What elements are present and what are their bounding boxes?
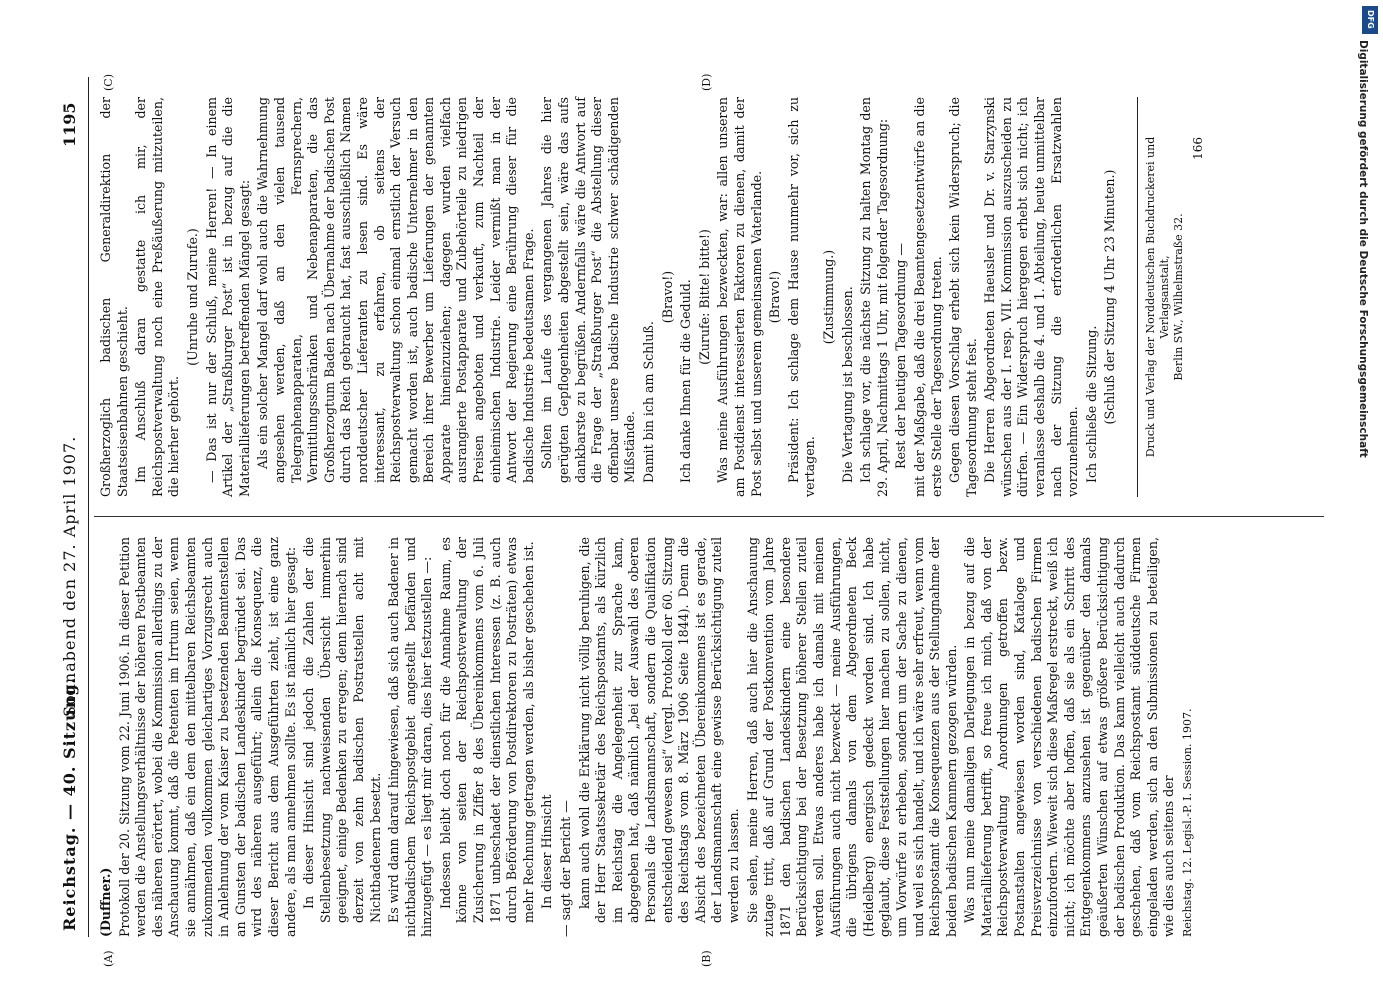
- paragraph: Sie sehen, meine Herren, daß auch hier die Anschauung zutage tritt, daß auf Grund der Postkonvention vom Jahre 1871 den badischen Landeskindern eine besondere Berücksichtigung bei der Besetzung höherer Stellen zuteil werden soll. Etwas anderes habe ich damals mit meinen Ausführungen auch nicht bezweckt — meine Ausführungen, die übrigens damals von dem Abgeordneten Beck (Heidelberg) energisch gedeckt worden sind. Ich habe geglaubt, diese Feststellungen hier machen zu sollen, nicht, um Vorwürfe zu erheben, sondern um der Sache zu dienen, und weil es sich handelt, und ich wäre sehr erfreut, wenn vom Reichspostamt die Konsequenzen aus der Stellungnahme der beiden badischen Kammern gezogen würden.: [744, 537, 959, 937]
- dfg-logo: [1362, 6, 1378, 34]
- paragraph: Was nun meine damaligen Darlegungen in bezug auf die Materiallieferung betrifft, so freue ich mich, daß von der Reichspostverwaltung Anordnungen getroffen bezw. Postanstalten angewiesen worden sind, Kataloge und Preisverzeichnisse von verschiedenen badischen Firmen einzufordern. Wieweit sich diese Maßregel erstreckt, weiß ich nicht; ich möchte aber hoffen, daß sie als ein Schritt des Entgegenkommens anzusehen ist gegenüber den damals geäußerten Wünschen auf etwas größere Berücksichtigung der badischen Produktion. Das kann vielleicht auch dadurch geschehen, daß vom Reichspostamt süddeutsche Firmen eingeladen werden, sich an den Submissionen zu beteiligen, wie dies auch seitens der: [962, 537, 1177, 937]
- paragraph: Protokoll der 20. Sitzung vom 22. Juni 1906. In dieser Petition werden die Anstellungsverhältnisse der höheren Postbeamten des näheren erörtert, wobei die Kommission allerdings zu der Anschauung kommt, daß die Petenten im Irrtum seien, wenn sie annähmen, daß ein dem den mittelbaren Reichsbeamten zukommenden vollkommen gleichartiges Vorzugsrecht auch in Anlehnung der vom Kaiser zu besetzenden Beamtenstellen an Gunsten der badischen Landeskinder begründet sei. Das wird des näheren ausgeführt; allein die Konsequenz, die dieser Bericht aus dem Ausgeführten zieht, ist eine ganz andere, als man annehmen sollte. Es ist nämlich hier gesagt:: [116, 537, 298, 937]
- right-column: [98, 97, 1207, 497]
- paragraph: Großherzoglich badischen Generaldirektion der Staatseisenbahnen geschieht.: [98, 97, 130, 497]
- quote-paragraph: Sollten im Laufe des vergangenen Jahres die hier gerügten Gepflogenheiten abgestellt sein, wäre das aufs dankbarste zu begrüßen. Andernfalls wäre die Antwort auf die Frage der „Straßburger Post“ die Abstellung dieser offenbar unsere badische Industrie schwer schädigenden Mißstände.: [539, 97, 638, 483]
- paragraph: mit der Maßgabe, daß die drei Beamtengesetzentwürfe an die erste Stelle der Tagesordnung treten.: [911, 97, 944, 497]
- imprint-line: Berlin SW., Wilhelmstraße 32.: [1172, 213, 1186, 381]
- paragraph: Die Vertagung ist beschlossen.: [839, 286, 855, 483]
- imprint: [1137, 97, 1186, 497]
- sheet-number: 166: [1191, 137, 1206, 160]
- session-close: (Schluß der Sitzung 4 Uhr 23 Minuten.): [1102, 169, 1118, 425]
- dfg-logo-text: DFG: [1366, 10, 1375, 29]
- imprint-line: Druck und Verlag der Norddeutschen Buchdruckerei und Verlagsanstalt,: [1144, 136, 1172, 458]
- paragraph: Was meine Ausführungen bezweckten, war: allen unseren am Postdienst interessierten Faktoren zu dienen, damit der Post selbst und unserem gemeinsamen Vaterlande.: [715, 97, 764, 497]
- footnote: Reichstag. 12. Legisl.-P. I. Session. 1907.: [1181, 708, 1194, 937]
- interjection: (Bravo!): [767, 270, 783, 324]
- paragraph: Es wird dann darauf hingewiesen, daß sich auch Badener in nichtbadischem Reichspostgebiet angestellt befänden und hinzugefügt — es liegt mir daran, dies hier festzustellen —:: [386, 537, 435, 937]
- left-column: [98, 537, 1199, 937]
- margin-mark-d: (D): [700, 73, 713, 91]
- paragraph: — sagt der Bericht —: [558, 800, 574, 937]
- paragraph: Ich danke Ihnen für die Geduld.: [678, 279, 694, 483]
- paragraph: Ich schlage vor, die nächste Sitzung zu halten Montag den 29. April, Nachmittags 1 Uhr, mit folgender Tagesordnung:: [858, 97, 890, 497]
- speaker-tag: (Duffner.): [98, 867, 113, 937]
- column-divider: [94, 516, 1324, 517]
- quote-paragraph: Indessen bleibt doch noch für die Annahme Raum, es könne von seiten der Reichspostverwaltung der Zusicherung in Ziffer 8 des Übereinkommens vom 6. Juli 1871 unbeschadet der dienstlichen Interessen (z. B. auch durch Beförderung von Postdirektoren zu Posträten) etwas mehr Rechnung getragen werden, als bisher geschehen ist.: [437, 537, 536, 923]
- interjection: (Zustimmung.): [820, 249, 836, 345]
- president-paragraph: Präsident: Ich schlage dem Hause nunmehr vor, sich zu vertagen.: [785, 97, 818, 497]
- interjection: (Bravo!): [659, 270, 675, 324]
- header-left: Reichstag. — 40. Sitzung.: [60, 676, 79, 931]
- page-number: 1195: [60, 102, 79, 147]
- header-date: Sonnabend den 27. April 1907.: [60, 435, 79, 717]
- paragraph: Im Anschluß daran gestatte ich mir, der Reichspostverwaltung noch eine Preßäußerung mitzuteilen, die hierher gehört.: [133, 97, 182, 497]
- rotated-page-content: [50, 73, 1330, 967]
- paragraph: Ich schließe die Sitzung.: [1083, 325, 1099, 483]
- paragraph: Die Herren Abgeordneten Haeusler und Dr. v. Starzynski wünschen aus der I. resp. VII. Kommission auszuscheiden zu dürfen. — Ein Widerspruch hiergegen erhebt sich nicht; ich veranlasse deshalb die 4. und 1. Abteilung, heute unmittelbar nach der Sitzung die erforderlichen Ersatzwahlen vorzunehmen.: [982, 97, 1081, 497]
- quote-paragraph: Als ein solcher Mangel darf wohl auch die Wahrnehmung angesehen werden, daß an den vielen tausend Telegraphenapparaten, Fernsprechern, Vermittlungsschränken und Nebenapparaten, die das Großherzogtum Baden nach Übernahme der badischen Post durch das Reich gebraucht hat, fast ausschließlich Namen norddeutscher Lieferanten zu lesen sind. Es wäre interessant, zu erfahren, ob seitens der Reichspostverwaltung schon einmal ernstlich der Versuch gemacht worden ist, auch badische Unternehmer in den Bereich ihrer Bewerber um Lieferungen der genannten Apparate hineinzuziehen; dagegen wurden vielfach ausrangierte Postapparate und Zubehörteile zu niedrigen Preisen angeboten und verkauft, zum Nachteil der einheimischen Industrie. Leider vermißt man in der Antwort der Regierung eine Berührung dieser für die badische Industrie bedeutsamen Frage.: [255, 97, 536, 483]
- margin-mark-c: (C): [102, 74, 115, 91]
- agenda-item: Rest der heutigen Tagesordnung —: [893, 243, 909, 469]
- paragraph: Gegen diesen Vorschlag erhebt sich kein Widerspruch; die Tagesordnung steht fest.: [947, 97, 979, 497]
- page-header: [50, 77, 89, 937]
- quote-paragraph: In dieser Hinsicht sind jedoch die Zahlen der die Stellenbesetzung nachweisenden Übersicht immerhin geeignet, einige Bedenken zu erregen; denn hiernach sind derzeit von zehn badischen Postratstellen acht mit Nichtbadenern besetzt.: [301, 537, 383, 923]
- paragraph: Damit bin ich am Schluß.: [641, 321, 656, 483]
- quote-paragraph: In dieser Hinsicht: [539, 794, 555, 909]
- interjection: (Unruhe und Zurufe.): [184, 228, 200, 366]
- interjection: (Zurufe: Bitte! bitte!): [696, 229, 712, 365]
- quote-paragraph: kann auch wohl die Erklärung nicht völlig beruhigen, die der Herr Staatssekretär des Reichspostamts, als kürzlich im Reichstag die Angelegenheit zur Sprache kam, abgegeben hat, daß nämlich „bei der Auswahl des oberen Personals die Landsmannschaft, sondern die Qualifikation entscheidend gewesen sei“ (vergl. Protokoll der 60. Sitzung des Reichstags vom 8. März 1906 Seite 1844). Denn die Absicht des bezeichneten Übereinkommens ist es gerade, der Landsmannschaft eine gewisse Berücksichtigung zuteil werden zu lassen.: [576, 537, 741, 923]
- margin-mark-b: (B): [700, 950, 713, 967]
- paragraph: — Das ist nur der Schluß, meine Herren! — In einem Artikel der „Straßburger Post“ ist in bezug auf die die Materiallieferungen betreffenden Mängel gesagt:: [203, 97, 252, 497]
- dfg-notice-text: Digitalisierung gefördert durch die Deutsche Forschungsgemeinschaft: [1357, 40, 1369, 458]
- margin-mark-a: (A): [102, 950, 115, 967]
